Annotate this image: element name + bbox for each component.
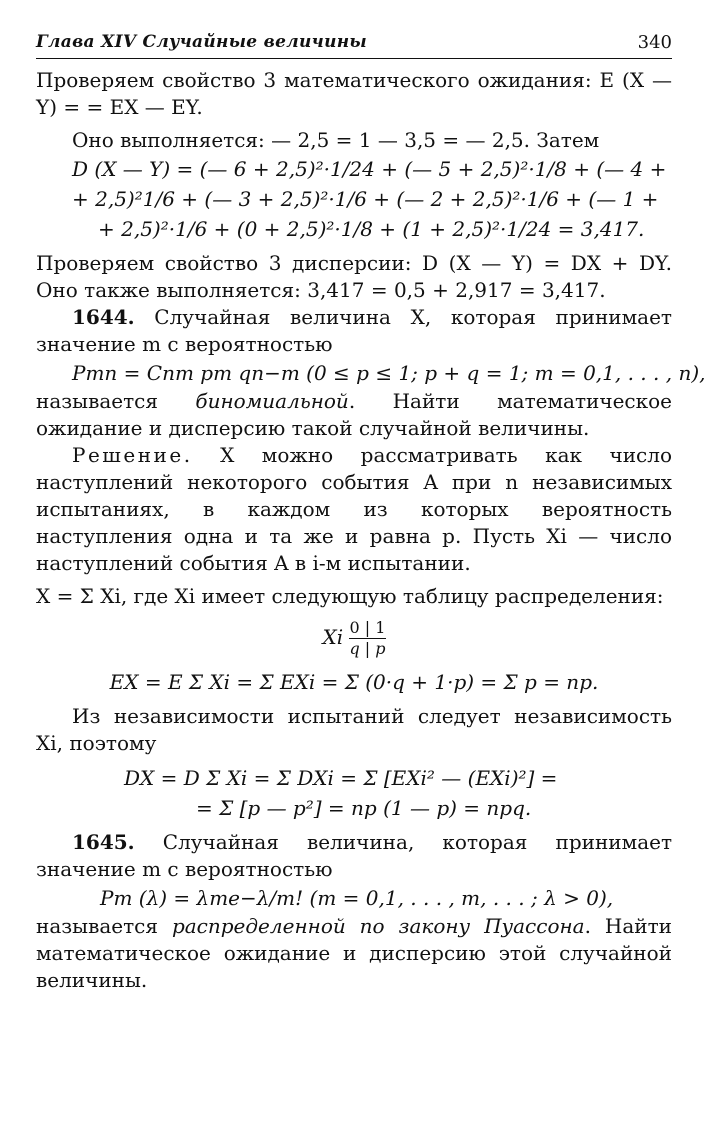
problem-number: 1645. (72, 830, 135, 854)
poisson-formula: Pm (λ) = λme−λ/m! (m = 0,1, . . . , m, . . . ; λ > 0), (100, 886, 614, 910)
variance-derivation-line-1: DX = D Σ Xi = Σ DXi = Σ [EXi² — (EXi)²] = (124, 766, 558, 790)
chapter-title: Глава XIV Случайные величины (36, 32, 368, 52)
poisson-definition (36, 913, 672, 994)
definition-tail: . Найти математическое ожидание и дисперсию такой случайной величины. (36, 389, 672, 440)
binomial-definition (36, 388, 672, 442)
variance-equation-line-1: D (X — Y) = (— 6 + 2,5)²·1/24 + (— 5 + 2,5)²·1/8 + (— 4 + (72, 157, 667, 181)
binomial-term: биномиальной (195, 389, 349, 413)
table-body: $\frac{0 | 1}{q | p}$ (349, 618, 386, 658)
problem-text: Случайная величина X, которая принимает значение m с вероятностью (36, 305, 672, 356)
table-value-0: 0 (349, 618, 360, 637)
expectation-derivation: EX = E Σ Xi = Σ EXi = Σ (0·q + 1·p) = Σ p = np. (109, 670, 599, 694)
variance-derivation-line-2: = Σ [p — p²] = np (1 — p) = npq. (196, 796, 532, 820)
table-prob-1: p (375, 639, 386, 658)
table-prob-0: q (349, 639, 360, 658)
problem-number: 1644. (72, 305, 135, 329)
paragraph-holds: Оно выполняется: — 2,5 = 1 — 3,5 = — 2,5. Затем (72, 128, 600, 152)
variance-equation-line-2: + 2,5)²1/6 + (— 3 + 2,5)²·1/6 + (— 2 + 2,5)²·1/6 + (— 1 + (72, 187, 659, 211)
paragraph-property-3-variance: Проверяем свойство 3 дисперсии: D (X — Y) = DX + DY. Оно также выполняется: 3,417 = 0,5 + 2,917 = 3,417. (36, 251, 672, 302)
poisson-term: распределенной по закону Пуассона (171, 914, 585, 938)
page-number: 340 (637, 32, 672, 53)
problem-1645 (36, 829, 672, 883)
solution-text: X можно рассматривать как число наступлений некоторого события A при n независимых испытаниях, в каждом из которых вероятность наступления одна и та же и равна p. Пусть Xi — число наступлений события A в i-м испытании. (36, 443, 673, 575)
binomial-formula: Pmn = Cnm pm qn−m (0 ≤ p ≤ 1; p + q = 1; m = 0,1, . . . , n), (72, 361, 706, 385)
running-header (36, 28, 672, 59)
problem-1644 (36, 304, 672, 358)
solution-label: Решение. (72, 443, 193, 467)
definition-lead: называется (36, 914, 172, 938)
definition-tail: . Найти математическое ожидание и дисперсию этой случайной величины. (36, 914, 672, 992)
definition-lead: называется (36, 389, 196, 413)
variance-equation-line-3: + 2,5)²·1/6 + (0 + 2,5)²·1/8 + (1 + 2,5)²·1/24 = 3,417. (98, 217, 645, 241)
problem-text: Случайная величина, которая принимает значение m с вероятностью (36, 830, 673, 881)
table-value-1: 1 (375, 618, 386, 637)
paragraph-property-3-expectation: Проверяем свойство 3 математического ожидания: E (X — Y) = = EX — EY. (36, 68, 672, 119)
solution-paragraph (36, 442, 672, 577)
page (36, 28, 706, 994)
independence-paragraph: Из независимости испытаний следует независимость Xi, поэтому (36, 704, 672, 755)
distribution-table (36, 618, 672, 659)
sum-of-indicators: X = Σ Xi, где Xi имеет следующую таблицу распределения: (36, 584, 664, 608)
table-variable: Xi (322, 625, 344, 649)
